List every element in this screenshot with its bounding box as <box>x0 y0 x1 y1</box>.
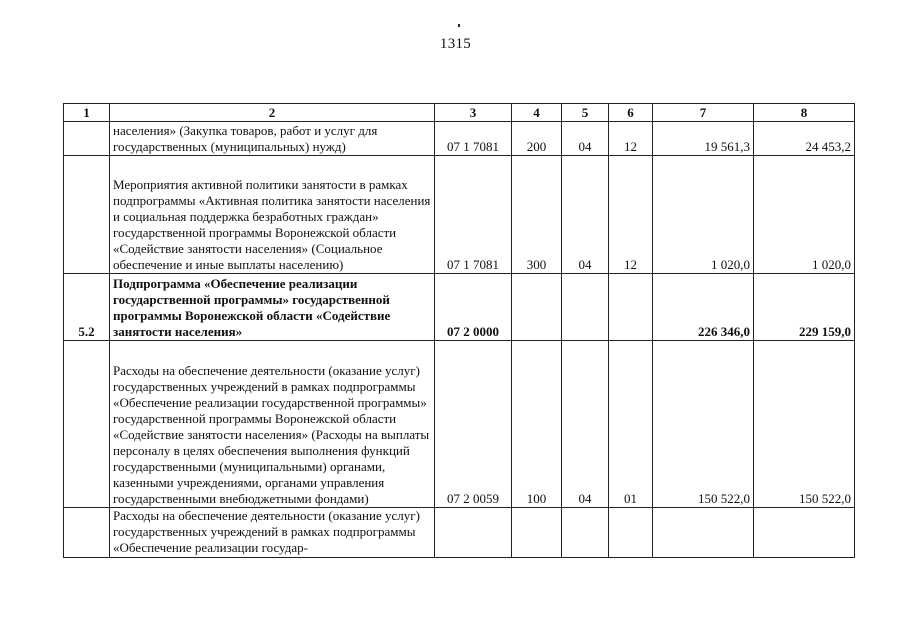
row-rz <box>562 508 609 558</box>
row-rz: 04 <box>562 156 609 274</box>
col-header-6: 6 <box>609 104 653 122</box>
header-row <box>64 104 855 122</box>
col-header-5: 5 <box>562 104 609 122</box>
row-amount-8: 150 522,0 <box>754 341 855 508</box>
table-row <box>64 508 855 558</box>
row-rz: 04 <box>562 122 609 156</box>
col-header-8: 8 <box>754 104 855 122</box>
row-code <box>435 508 512 558</box>
table-row <box>64 341 855 508</box>
table-header <box>64 104 855 122</box>
row-amount-8: 24 453,2 <box>754 122 855 156</box>
row-amount-7: 150 522,0 <box>653 341 754 508</box>
row-description: Подпрограмма «Обеспечение реализации государственной программы» государственной программы Воронежской области «Содействие занятости населения» <box>110 274 435 341</box>
row-description: Мероприятия активной политики занятости в рамках подпрограммы «Активная политика занятости населения и социальная поддержка безработных граждан» государственной программы Воронежской области «Содействие занятости населения» (Социальное обеспечение и иные выплаты населению) <box>110 156 435 274</box>
row-amount-7: 1 020,0 <box>653 156 754 274</box>
row-amount-8 <box>754 508 855 558</box>
col-header-7: 7 <box>653 104 754 122</box>
row-vr <box>512 274 562 341</box>
row-amount-8: 1 020,0 <box>754 156 855 274</box>
row-vr: 200 <box>512 122 562 156</box>
row-description: Расходы на обеспечение деятельности (оказание услуг) государственных учреждений в рамках подпрограммы «Обеспечение реализации государственной программы» государственной программы Воронежской области «Содействие занятости населения» (Расходы на выплаты персоналу в целях обеспечения выполнения функций государственными (муниципальными) органами, казенными учреждениями, органами управления государственными внебюджетными фондами) <box>110 341 435 508</box>
col-header-2: 2 <box>110 104 435 122</box>
table-row <box>64 156 855 274</box>
row-amount-8: 229 159,0 <box>754 274 855 341</box>
col-header-1: 1 <box>64 104 110 122</box>
row-pr: 12 <box>609 122 653 156</box>
row-index <box>64 156 110 274</box>
row-pr: 01 <box>609 341 653 508</box>
budget-table <box>63 103 855 558</box>
row-pr <box>609 274 653 341</box>
row-rz <box>562 274 609 341</box>
col-header-3: 3 <box>435 104 512 122</box>
row-amount-7: 19 561,3 <box>653 122 754 156</box>
page-number: 1315 <box>439 36 472 52</box>
row-vr <box>512 508 562 558</box>
table-row-subprogram <box>64 274 855 341</box>
table-body <box>64 122 855 558</box>
row-code: 07 1 7081 <box>435 122 512 156</box>
row-index <box>64 508 110 558</box>
row-index <box>64 341 110 508</box>
table-row <box>64 122 855 156</box>
col-header-4: 4 <box>512 104 562 122</box>
row-pr: 12 <box>609 156 653 274</box>
row-index: 5.2 <box>64 274 110 341</box>
row-code: 07 1 7081 <box>435 156 512 274</box>
scan-speck <box>458 24 460 27</box>
row-code: 07 2 0059 <box>435 341 512 508</box>
row-description: Расходы на обеспечение деятельности (оказание услуг) государственных учреждений в рамках подпрограммы «Обеспечение реализации государ- <box>110 508 435 558</box>
row-pr <box>609 508 653 558</box>
row-vr: 300 <box>512 156 562 274</box>
row-vr: 100 <box>512 341 562 508</box>
row-code: 07 2 0000 <box>435 274 512 341</box>
row-description: населения» (Закупка товаров, работ и услуг для государственных (муниципальных) нужд) <box>110 122 435 156</box>
row-amount-7: 226 346,0 <box>653 274 754 341</box>
row-rz: 04 <box>562 341 609 508</box>
row-index <box>64 122 110 156</box>
row-amount-7 <box>653 508 754 558</box>
